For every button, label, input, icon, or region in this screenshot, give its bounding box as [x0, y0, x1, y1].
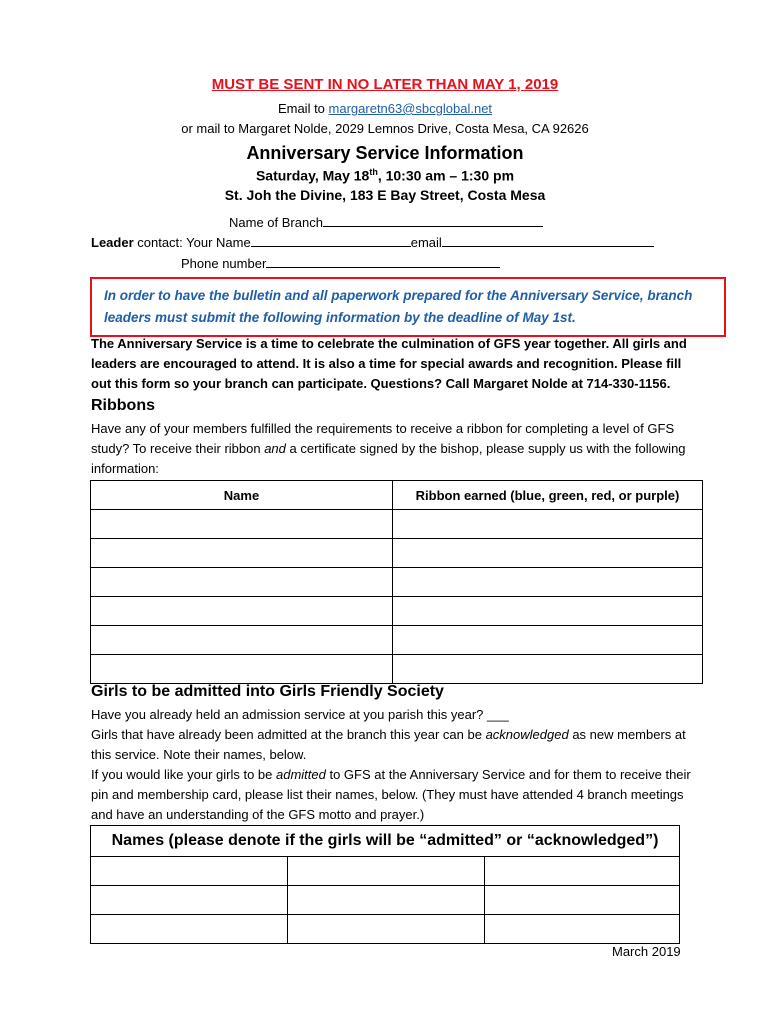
leader-contact-field — [91, 234, 654, 250]
ribbons-desc-part1: Have any of your members fulfilled the requirements to receive a ribbon for completing a level of GFS study? To receive their ribbon — [91, 421, 675, 456]
intro-paragraph: The Anniversary Service is a time to celebrate the culmination of GFS year together. All girls and leaders are encouraged to attend. It is also a time for special awards and recognition. Please fill out this form so your branch can participate. Questions? Call Margaret Nolde at 714-330-1156. — [91, 336, 687, 391]
table-row — [91, 597, 703, 626]
email-prefix: Email to — [277, 101, 329, 116]
table-row — [91, 915, 680, 944]
gfs-description — [91, 705, 691, 825]
leader-email-label: email — [410, 235, 442, 250]
ribbon-cell[interactable] — [393, 510, 703, 539]
ribbon-cell[interactable] — [393, 568, 703, 597]
table-row — [91, 857, 680, 886]
ribbon-cell[interactable] — [393, 539, 703, 568]
email-link[interactable]: margaretn63@sbcglobal.net — [328, 101, 493, 116]
event-date — [0, 167, 770, 184]
ribbon-table-header — [91, 481, 703, 510]
name-cell[interactable] — [91, 597, 393, 626]
branch-name-field — [229, 214, 543, 230]
column-header-name: Name — [91, 481, 393, 510]
leader-name-label: contact: Your Name — [133, 235, 251, 250]
event-date-ordinal: th — [369, 167, 378, 177]
leader-label-bold: Leader — [91, 235, 134, 250]
deadline-notice-box — [90, 277, 726, 337]
page-title: Anniversary Service Information — [246, 143, 524, 163]
ribbons-desc-part2: a certificate signed by the bishop, please supply us with the following information: — [91, 441, 686, 476]
gfs-heading: Girls to be admitted into Girls Friendly Society — [91, 683, 444, 700]
mail-address-line: or mail to Margaret Nolde, 2029 Lemnos Drive, Costa Mesa, CA 92626 — [181, 121, 589, 136]
name-cell[interactable] — [485, 857, 680, 886]
leader-name-blank[interactable] — [251, 234, 411, 247]
name-cell[interactable] — [91, 539, 393, 568]
ribbons-desc-italic: and — [264, 441, 286, 456]
gfs-line2-part2: as new members at this service. Note their names, below. — [91, 727, 686, 762]
deadline-notice-text: In order to have the bulletin and all paperwork prepared for the Anniversary Service, branch leaders must submit the following information by the deadline of May 1st. — [104, 288, 693, 325]
branch-name-label: Name of Branch — [229, 215, 323, 230]
event-venue: St. Joh the Divine, 183 E Bay Street, Costa Mesa — [224, 187, 546, 203]
phone-number-label: Phone number — [181, 256, 267, 271]
name-cell[interactable] — [485, 886, 680, 915]
ribbon-table — [90, 480, 703, 684]
phone-number-field — [181, 255, 500, 271]
leader-email-blank[interactable] — [442, 234, 654, 247]
gfs-line2-italic: acknowledged — [485, 727, 569, 742]
column-header-ribbon: Ribbon earned (blue, green, red, or purple) — [393, 481, 703, 510]
name-cell[interactable] — [91, 510, 393, 539]
name-cell[interactable] — [288, 915, 485, 944]
name-cell[interactable] — [91, 655, 393, 684]
name-cell[interactable] — [288, 886, 485, 915]
table-row — [91, 539, 703, 568]
names-table-header — [91, 826, 680, 857]
table-row — [91, 568, 703, 597]
ribbons-description — [91, 419, 691, 479]
ribbon-cell[interactable] — [393, 655, 703, 684]
gfs-line3-part1: If you would like your girls to be — [91, 767, 276, 782]
ribbon-cell[interactable] — [393, 597, 703, 626]
name-cell[interactable] — [485, 915, 680, 944]
table-row — [91, 626, 703, 655]
name-cell[interactable] — [91, 857, 288, 886]
name-cell[interactable] — [91, 886, 288, 915]
name-cell[interactable] — [91, 626, 393, 655]
event-date-time: , 10:30 am – 1:30 pm — [377, 167, 515, 184]
branch-name-blank[interactable] — [323, 214, 543, 227]
email-line — [0, 101, 770, 116]
names-table — [90, 825, 680, 944]
deadline-heading: MUST BE SENT IN NO LATER THAN MAY 1, 2019 — [211, 76, 559, 93]
name-cell[interactable] — [91, 915, 288, 944]
name-cell[interactable] — [91, 568, 393, 597]
phone-number-blank[interactable] — [266, 255, 500, 268]
gfs-line3-part2: to GFS at the Anniversary Service and for them to receive their pin and membership card, please list their names, below. (They must have attended 4 branch meetings and have an understanding of the GFS motto and prayer.) — [91, 767, 691, 822]
table-row — [91, 510, 703, 539]
gfs-line2-part1: Girls that have already been admitted at the branch this year can be — [91, 727, 486, 742]
names-table-heading: Names (please denote if the girls will be “admitted” or “acknowledged”) — [91, 826, 680, 857]
ribbons-heading: Ribbons — [91, 397, 155, 414]
footer-date: March 2019 — [612, 944, 681, 959]
table-row — [91, 655, 703, 684]
event-date-prefix: Saturday, May 18 — [255, 167, 370, 184]
table-row — [91, 886, 680, 915]
ribbon-cell[interactable] — [393, 626, 703, 655]
name-cell[interactable] — [288, 857, 485, 886]
gfs-line3-italic: admitted — [275, 767, 326, 782]
gfs-line1: Have you already held an admission service at you parish this year? ___ — [91, 707, 509, 722]
